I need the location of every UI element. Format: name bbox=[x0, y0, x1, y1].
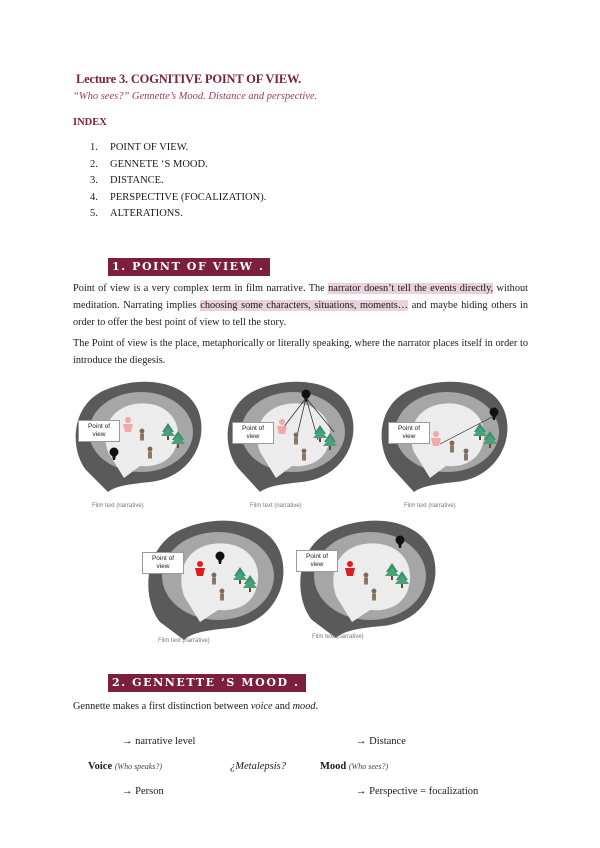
diagram-distance: → Distance bbox=[356, 736, 406, 747]
page-subtitle: “Who sees?” Gennette’s Mood. Distance and perspective. bbox=[73, 91, 318, 102]
pov-label: Point of view bbox=[78, 420, 120, 442]
paragraph-gennette-intro: Gennette makes a first distinction between voice and mood. bbox=[73, 701, 319, 712]
figure-caption: Film text (narrative) bbox=[312, 634, 364, 640]
bubble-diagram-4 bbox=[148, 521, 283, 640]
figure-caption: Film text (narrative) bbox=[92, 503, 144, 509]
paragraph-point-of-view-place: The Point of view is the place, metaphorically or literally speaking, where the narrator places itself in order to introduce the diegesis. bbox=[73, 338, 528, 366]
paragraph-point-of-view-definition: Point of view is a very complex term in film narrative. The narrator doesn’t tell the events directly, without meditation. Narrating implies choosing some characters, situations, moments… and maybe hiding others in order to offer the best point of view to tell the story. bbox=[73, 283, 528, 328]
index-item: 1. POINT OF VIEW. bbox=[90, 142, 189, 153]
index-heading: INDEX bbox=[73, 117, 107, 128]
highlight: narrator doesn’t tell the events directly, bbox=[328, 283, 494, 294]
index-item: 5. ALTERATIONS. bbox=[90, 208, 183, 219]
highlight: choosing some characters, situations, moments… bbox=[200, 300, 409, 311]
section-heading-point-of-view: 1. POINT OF VIEW . bbox=[108, 258, 270, 276]
diagram-mood: Mood (Who sees?) bbox=[320, 761, 389, 772]
section-heading-gennette-mood: 2. GENNETTE ‘S MOOD . bbox=[108, 674, 306, 692]
diagram-narrative-level: → narrative level bbox=[122, 736, 196, 747]
bubble-diagram-5 bbox=[300, 521, 435, 638]
index-item: 3. DISTANCE. bbox=[90, 175, 164, 186]
pov-label: Point of view bbox=[232, 422, 274, 444]
index-item: 4. PERSPECTIVE (FOCALIZATION). bbox=[90, 191, 267, 203]
figure-caption: Film text (narrative) bbox=[158, 638, 210, 644]
index-item: 2. GENNETE ‘S MOOD. bbox=[90, 158, 208, 170]
figure-caption: Film text (narrative) bbox=[404, 503, 456, 509]
diagram-person: → Person bbox=[122, 786, 164, 797]
pov-label: Point of view bbox=[296, 550, 338, 572]
page-title: Lecture 3. COGNITIVE POINT OF VIEW. bbox=[76, 72, 302, 86]
pov-label: Point of view bbox=[142, 552, 184, 574]
diagram-perspective: → Perspective = focalization bbox=[356, 786, 479, 797]
diagram-metalepsis: ¿Metalepsis? bbox=[230, 761, 286, 772]
diagram-voice: Voice (Who speaks?) bbox=[88, 761, 163, 772]
pov-label: Point of view bbox=[388, 422, 430, 444]
figure-caption: Film text (narrative) bbox=[250, 503, 302, 509]
